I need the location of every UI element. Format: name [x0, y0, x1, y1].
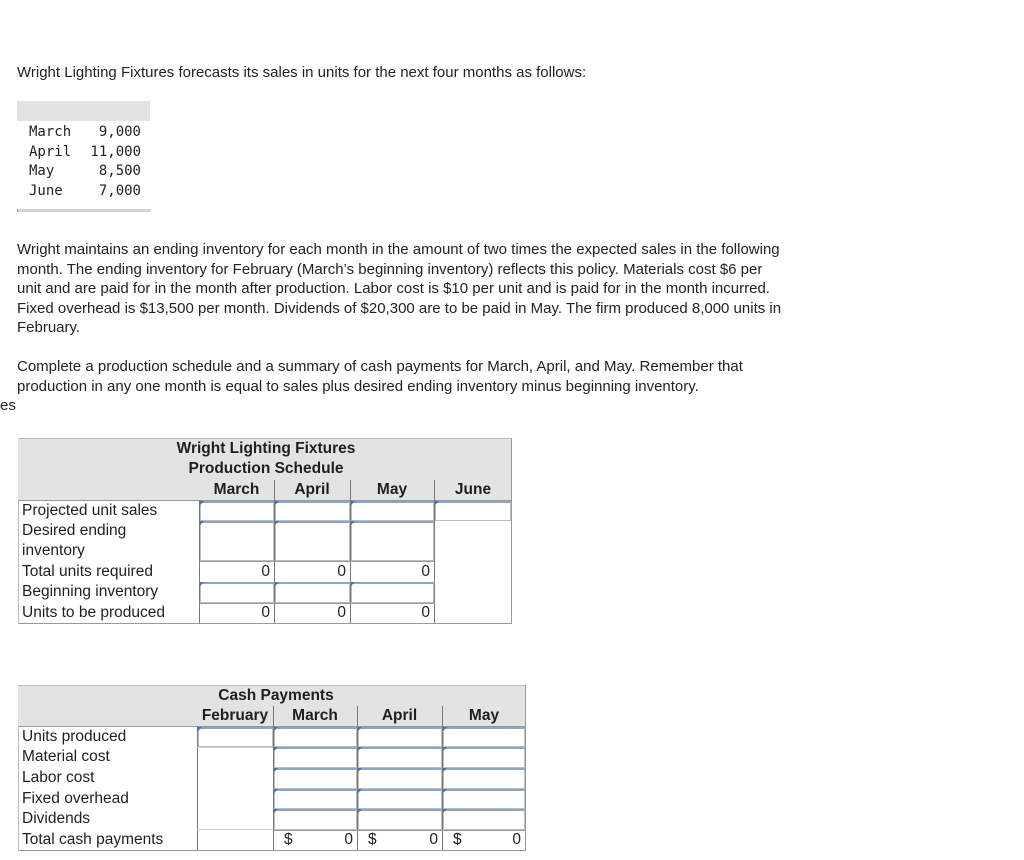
cash-units-april-input[interactable] [358, 727, 442, 747]
overhead-april-input[interactable] [358, 789, 442, 809]
material-may-input[interactable] [443, 747, 525, 768]
sales-may-input[interactable] [351, 501, 434, 521]
intro-text: Wright Lighting Fixtures forecasts its sales in units for the next four months as follows: [17, 64, 587, 81]
ending-inv-march-input[interactable] [200, 521, 274, 561]
total-required-may: 0 [421, 563, 430, 580]
total-cash-march: 0 [344, 831, 353, 848]
row-label-material-cost: Material cost [22, 748, 110, 765]
forecast-month: May [29, 163, 55, 179]
forecast-footer-bar [17, 209, 151, 212]
total-required-march: 0 [261, 563, 270, 580]
row-label-fixed-overhead: Fixed overhead [22, 790, 129, 807]
currency-symbol: $ [453, 831, 462, 848]
cash-units-february-input[interactable] [198, 727, 273, 747]
cut-off-text: es [0, 397, 16, 414]
row-label-units-produced: Units to be produced [22, 604, 166, 621]
currency-symbol: $ [284, 831, 293, 848]
row-label-desired-ending-2: inventory [22, 542, 85, 559]
forecast-month: June [29, 182, 63, 199]
col-header-june: June [454, 481, 492, 498]
col-header-april: April [294, 481, 330, 498]
col-header-march: March [213, 481, 260, 498]
row-label-projected-sales: Projected unit sales [22, 502, 158, 519]
cash-units-march-input[interactable] [274, 727, 357, 747]
company-title: Wright Lighting Fixtures [176, 440, 356, 457]
material-march-input[interactable] [274, 747, 357, 768]
total-cash-april: 0 [429, 831, 438, 848]
material-april-input[interactable] [358, 747, 442, 768]
forecast-row [29, 143, 141, 163]
overhead-may-input[interactable] [443, 789, 525, 809]
inventory-policy-text: Wright maintains an ending inventory for each month in the amount of two times the expected sales in the following month. The ending inventory for February (March’s beginning inventory) reflects this policy. Materials cost $6 per unit and are paid for in the month after production. Labor cost is $10 per unit and is paid for in the month incurred. Fixed overhead is $13,500 per month. Dividends of $20,300 are to be paid in May. The firm produced 8,000 units in February. [17, 241, 782, 336]
cash-units-may-input[interactable] [443, 727, 525, 747]
forecast-header-bar [17, 101, 150, 121]
sales-forecast-box [17, 101, 150, 212]
units-produced-may: 0 [421, 604, 430, 621]
instructions-text: Complete a production schedule and a summary of cash payments for March, April, and May. Remember that production in any one month is equal to sales plus desired ending inventory minus beginning inventory. [17, 358, 743, 395]
overhead-march-input[interactable] [274, 789, 357, 809]
row-label-units-produced: Units produced [22, 728, 127, 745]
labor-april-input[interactable] [358, 768, 442, 789]
forecast-month: March [29, 124, 72, 140]
ending-inv-april-input[interactable] [275, 521, 350, 561]
col-header-march: March [292, 707, 338, 724]
forecast-row [29, 162, 141, 182]
forecast-row [29, 123, 141, 143]
forecast-units: 11,000 [90, 143, 141, 160]
row-label-dividends: Dividends [22, 810, 91, 827]
total-required-april: 0 [337, 563, 346, 580]
forecast-row [29, 182, 141, 202]
forecast-units: 8,500 [98, 163, 141, 179]
row-label-labor-cost: Labor cost [22, 769, 95, 786]
dividends-may-input[interactable] [443, 809, 525, 830]
row-label-total-cash: Total cash payments [22, 831, 164, 848]
total-cash-may: 0 [512, 831, 521, 848]
labor-march-input[interactable] [274, 768, 357, 789]
sales-march-input[interactable] [200, 501, 274, 521]
production-schedule-table [18, 438, 512, 624]
forecast-units: 7,000 [98, 182, 141, 199]
beginning-inv-may-input[interactable] [351, 582, 434, 603]
col-header-april: April [381, 707, 418, 724]
beginning-inv-april-input[interactable] [275, 582, 350, 603]
sales-june-input[interactable] [435, 501, 511, 521]
sales-april-input[interactable] [275, 501, 350, 521]
row-label-beginning-inventory: Beginning inventory [22, 583, 159, 600]
beginning-inv-march-input[interactable] [200, 582, 274, 603]
units-produced-march: 0 [261, 604, 270, 621]
ending-inv-may-input[interactable] [351, 521, 434, 561]
row-label-total-required: Total units required [22, 563, 153, 580]
row-label-desired-ending: Desired ending [22, 522, 127, 539]
col-header-february: February [201, 707, 269, 724]
schedule-title: Production Schedule [188, 460, 344, 477]
currency-symbol: $ [368, 831, 377, 848]
col-header-may: May [468, 707, 500, 724]
forecast-units: 9,000 [98, 124, 141, 140]
col-header-may: May [376, 481, 408, 498]
forecast-month: April [29, 143, 72, 160]
dividends-april-input[interactable] [358, 809, 442, 830]
cash-payments-table [18, 685, 526, 851]
dividends-march-input[interactable] [274, 809, 357, 830]
cash-payments-title: Cash Payments [218, 687, 334, 704]
units-produced-april: 0 [337, 604, 346, 621]
labor-may-input[interactable] [443, 768, 525, 789]
sales-forecast-table [29, 123, 141, 201]
